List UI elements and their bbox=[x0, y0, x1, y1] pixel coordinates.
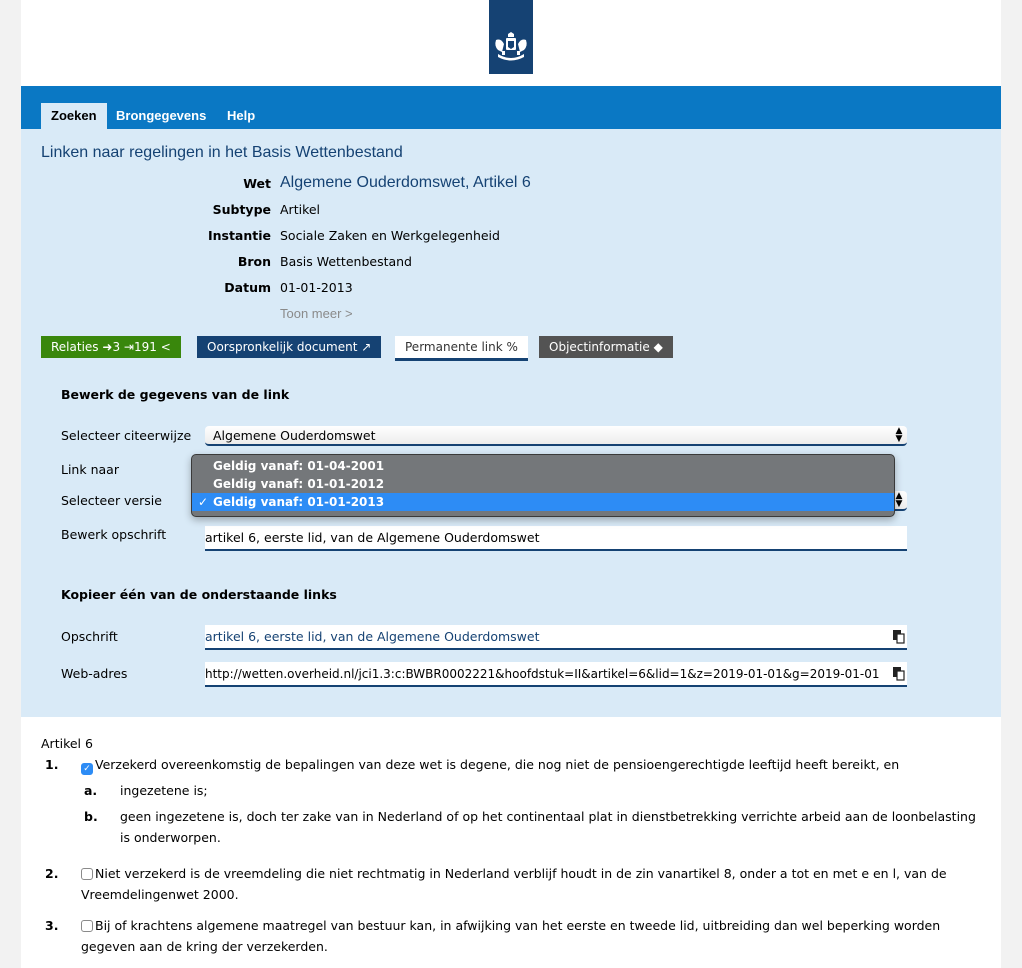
oorspronkelijk-document-button[interactable] bbox=[197, 336, 381, 358]
share-icon: < bbox=[160, 340, 171, 354]
checkmark-icon: ✓ bbox=[198, 495, 209, 509]
tab-brongegevens[interactable]: Brongegevens bbox=[116, 108, 207, 123]
citeerwijze-label: Selecteer citeerwijze bbox=[61, 428, 192, 443]
lid-text bbox=[81, 863, 971, 905]
versie-option[interactable]: Geldig vanaf: 01-04-2001 bbox=[213, 459, 385, 473]
bron-value: Basis Wettenbestand bbox=[280, 254, 412, 269]
subtype-label: Subtype bbox=[212, 202, 271, 217]
bewerk-opschrift-label: Bewerk opschrift bbox=[61, 527, 167, 542]
checkbox[interactable] bbox=[81, 868, 93, 880]
article-title: Artikel 6 bbox=[41, 736, 93, 751]
lid-number: 2. bbox=[45, 866, 59, 881]
page bbox=[21, 0, 1001, 968]
webadres-label: Web-adres bbox=[61, 666, 128, 681]
subtype-value: Artikel bbox=[280, 202, 321, 217]
oorspronkelijk-label: Oorspronkelijk document bbox=[207, 340, 358, 354]
relaties-label: Relaties bbox=[51, 340, 99, 354]
select-arrows-icon: ▲ ▼ bbox=[895, 426, 903, 444]
link-naar-label: Link naar bbox=[61, 462, 119, 477]
sub-item-text: ingezetene is; bbox=[120, 783, 208, 798]
citeerwijze-select[interactable] bbox=[205, 426, 907, 446]
relaties-out-count: 3 bbox=[112, 340, 121, 354]
select-arrows-icon: ▲ ▼ bbox=[895, 491, 903, 509]
bewerk-opschrift-value: artikel 6, eerste lid, van de Algemene Ouderdomswet bbox=[205, 530, 540, 545]
outgoing-icon: ➜ bbox=[102, 340, 113, 354]
lid-text bbox=[81, 915, 971, 957]
opschrift-copy-value: artikel 6, eerste lid, van de Algemene Ouderdomswet bbox=[205, 629, 540, 644]
edit-heading: Bewerk de gegevens van de link bbox=[61, 387, 290, 402]
copy-icon[interactable] bbox=[893, 667, 905, 681]
wet-value: Algemene Ouderdomswet, Artikel 6 bbox=[280, 174, 531, 191]
permanente-link-button[interactable] bbox=[395, 336, 528, 361]
datum-value: 01-01-2013 bbox=[280, 280, 353, 295]
tab-help[interactable]: Help bbox=[227, 108, 256, 123]
tab-zoeken[interactable]: Zoeken bbox=[41, 103, 107, 129]
opschrift-copy-field[interactable] bbox=[205, 625, 907, 650]
lid-1-text: Verzekerd overeenkomstig de bepalingen van deze wet is degene, die nog niet de pensioengerechtigde leeftijd heeft bereikt, en bbox=[95, 757, 900, 772]
versie-dropdown-menu bbox=[191, 454, 895, 517]
bron-label: Bron bbox=[237, 254, 271, 269]
sub-item-text: geen ingezetene is, doch ter zake van in Nederland of op het continentaal plat in dienstbetrekking verrichte arbeid aan de loonbelasting is onderworpen. bbox=[120, 809, 976, 845]
bewerk-opschrift-input[interactable] bbox=[205, 526, 907, 551]
external-link-icon: ↗ bbox=[361, 340, 372, 354]
objectinfo-label: Objectinformatie bbox=[549, 340, 650, 354]
copy-icon[interactable] bbox=[893, 630, 905, 644]
webadres-copy-field[interactable] bbox=[205, 662, 907, 687]
objectinformatie-button[interactable] bbox=[539, 336, 673, 358]
sub-item-number: a. bbox=[84, 783, 98, 798]
versie-option-selected[interactable] bbox=[192, 493, 894, 511]
incoming-icon: ⇥ bbox=[123, 340, 134, 354]
toon-meer-link[interactable]: Toon meer > bbox=[280, 306, 353, 321]
checkbox-checked[interactable]: ✓ bbox=[81, 763, 93, 775]
lid-3-text: Bij of krachtens algemene maatregel van bestuur kan, in afwijking van het eerste en tweede lid, uitbreiding dan wel beperking worden gegeven aan de kring der verzekerden. bbox=[81, 918, 941, 954]
lid-number: 3. bbox=[45, 918, 59, 933]
lid-number: 1. bbox=[45, 757, 59, 772]
tag-icon: ◆ bbox=[653, 340, 663, 354]
opschrift-label: Opschrift bbox=[61, 629, 118, 644]
rijksoverheid-logo bbox=[489, 0, 533, 74]
lid-2-text: Niet verzekerd is de vreemdeling die niet rechtmatig in Nederland verblijf houdt in de zin vanartikel 8, onder a tot en met e en l, van de Vreemdelingenwet 2000. bbox=[81, 866, 947, 902]
instantie-label: Instantie bbox=[207, 228, 271, 243]
instantie-value: Sociale Zaken en Werkgelegenheid bbox=[280, 228, 500, 243]
coat-of-arms-icon bbox=[492, 32, 530, 64]
link-panel bbox=[21, 129, 1001, 717]
datum-label: Datum bbox=[224, 280, 271, 295]
copy-heading: Kopieer één van de onderstaande links bbox=[61, 587, 337, 602]
checkbox[interactable] bbox=[81, 920, 93, 932]
citeerwijze-value: Algemene Ouderdomswet bbox=[213, 428, 376, 443]
relaties-button[interactable] bbox=[41, 336, 181, 358]
permanente-label: Permanente link bbox=[405, 340, 503, 354]
webadres-value: http://wetten.overheid.nl/jci1.3:c:BWBR0002221&hoofdstuk=II&artikel=6&lid=1&z=2019-01-01&g=2019-01-01 bbox=[205, 667, 880, 681]
wet-label: Wet bbox=[243, 176, 271, 191]
sub-item-number: b. bbox=[84, 809, 98, 824]
page-title: Linken naar regelingen in het Basis Wettenbestand bbox=[41, 144, 403, 161]
relaties-in-count: 191 bbox=[133, 340, 157, 354]
navbar bbox=[21, 86, 1001, 129]
versie-label: Selecteer versie bbox=[61, 493, 162, 508]
versie-option[interactable]: Geldig vanaf: 01-01-2012 bbox=[213, 477, 385, 491]
link-icon: % bbox=[506, 340, 518, 354]
lid-text bbox=[81, 754, 971, 775]
versie-option-selected-label: Geldig vanaf: 01-01-2013 bbox=[213, 495, 385, 509]
